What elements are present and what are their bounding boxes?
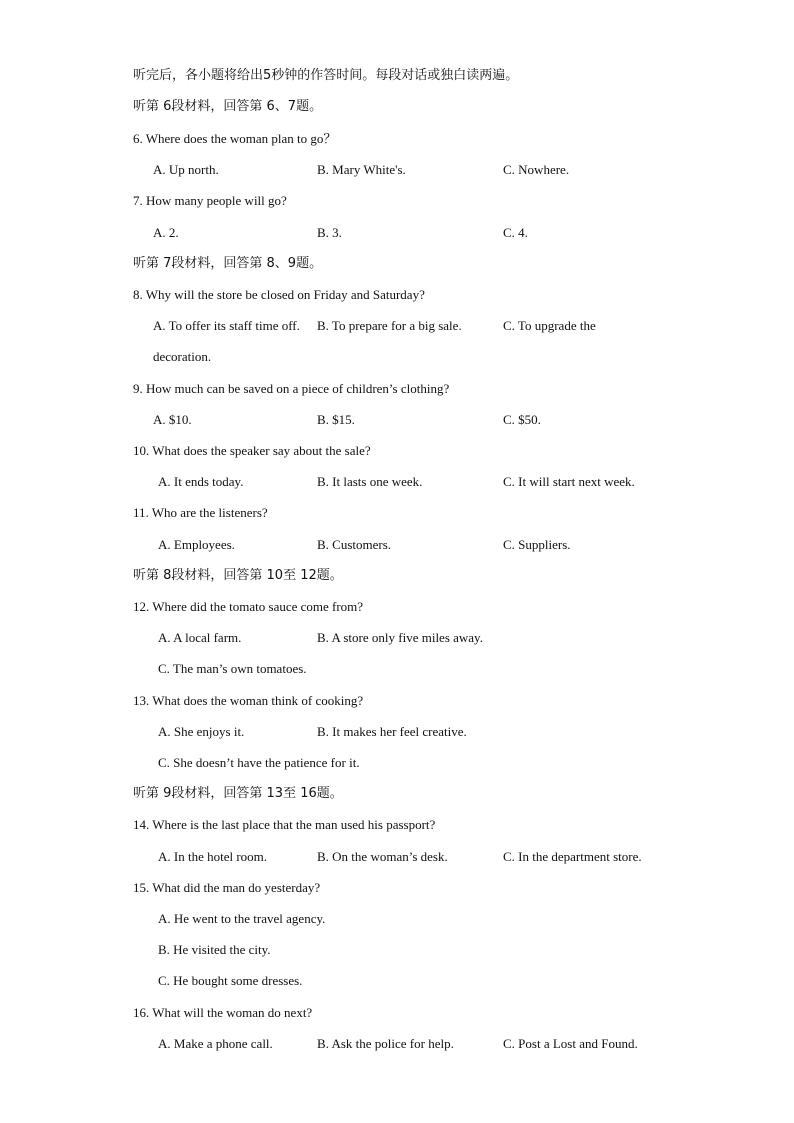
q9-option-a: A. $10.: [153, 412, 192, 427]
instruction-intro: 听完后，各小题将给出5秒钟的作答时间。每段对话或独白读两遍。: [133, 68, 519, 83]
q10-option-c: C. It will start next week.: [503, 474, 635, 489]
q12-option-a: A. A local farm.: [158, 630, 242, 645]
q8-option-c-continued: decoration.: [153, 349, 212, 364]
q9-option-c: C. $50.: [503, 412, 541, 427]
question-13: 13. What does the woman think of cooking?: [133, 693, 364, 708]
q7-option-a: A. 2.: [153, 225, 179, 240]
section-8-heading: 听第 8段材料，回答第 10至 12题。: [133, 568, 343, 583]
question-16: 16. What will the woman do next?: [133, 1005, 313, 1020]
q15-option-b: B. He visited the city.: [158, 942, 271, 957]
section-6-heading: 听第 6段材料，回答第 6、7题。: [133, 99, 323, 114]
q16-option-b: B. Ask the police for help.: [317, 1036, 454, 1051]
question-10: 10. What does the speaker say about the sale?: [133, 443, 371, 458]
q14-option-b: B. On the woman’s desk.: [317, 849, 448, 864]
question-8: 8. Why will the store be closed on Friday and Saturday?: [133, 287, 425, 302]
q13-option-c: C. She doesn’t have the patience for it.: [158, 755, 360, 770]
question-11: 11. Who are the listeners?: [133, 505, 268, 520]
q12-option-c: C. The man’s own tomatoes.: [158, 661, 307, 676]
q7-option-b: B. 3.: [317, 225, 342, 240]
q8-option-c: C. To upgrade the: [503, 318, 596, 333]
question-7: 7. How many people will go?: [133, 193, 287, 208]
q8-option-a: A. To offer its staff time off.: [153, 318, 300, 333]
q6-option-b: B. Mary White's.: [317, 162, 406, 177]
question-12: 12. Where did the tomato sauce come from?: [133, 599, 364, 614]
section-9-heading: 听第 9段材料，回答第 13至 16题。: [133, 786, 343, 801]
q11-option-b: B. Customers.: [317, 537, 392, 552]
q16-option-a: A. Make a phone call.: [158, 1036, 273, 1051]
q6-option-c: C. Nowhere.: [503, 162, 570, 177]
q10-option-a: A. It ends today.: [158, 474, 244, 489]
question-9: 9. How much can be saved on a piece of children’s clothing?: [133, 381, 450, 396]
q13-option-b: B. It makes her feel creative.: [317, 724, 467, 739]
question-15: 15. What did the man do yesterday?: [133, 880, 321, 895]
question-14: 14. Where is the last place that the man used his passport?: [133, 817, 436, 832]
q10-option-b: B. It lasts one week.: [317, 474, 423, 489]
q9-option-b: B. $15.: [317, 412, 355, 427]
q12-option-b: B. A store only five miles away.: [317, 630, 483, 645]
section-7-heading: 听第 7段材料，回答第 8、9题。: [133, 256, 323, 271]
q14-option-c: C. In the department store.: [503, 849, 642, 864]
q15-option-a: A. He went to the travel agency.: [158, 911, 326, 926]
question-6: 6. Where does the woman plan to go？: [133, 131, 337, 146]
q7-option-c: C. 4.: [503, 225, 528, 240]
q15-option-c: C. He bought some dresses.: [158, 973, 303, 988]
q14-option-a: A. In the hotel room.: [158, 849, 268, 864]
q8-option-b: B. To prepare for a big sale.: [317, 318, 462, 333]
q11-option-c: C. Suppliers.: [503, 537, 571, 552]
q13-option-a: A. She enjoys it.: [158, 724, 245, 739]
q16-option-c: C. Post a Lost and Found.: [503, 1036, 638, 1051]
q11-option-a: A. Employees.: [158, 537, 235, 552]
q6-option-a: A. Up north.: [153, 162, 219, 177]
